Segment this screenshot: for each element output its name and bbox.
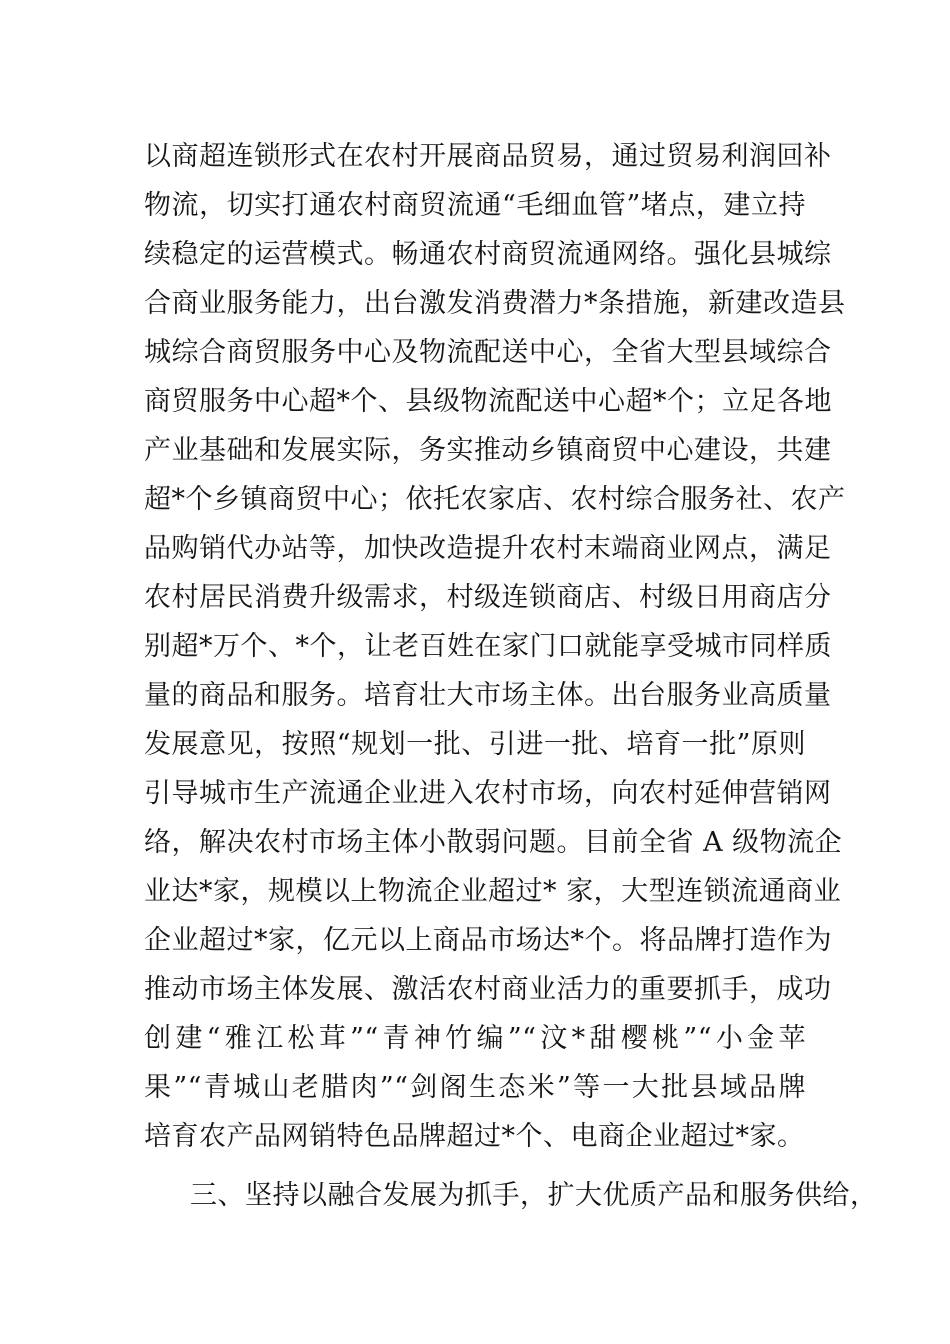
text-line-11: 别超*万个、*个，让老百姓在家门口就能享受城市同样质 [144,631,832,662]
text-line-12: 量的商品和服务。培育壮大市场主体。出台服务业高质量 [144,680,832,711]
text-line-10: 农村居民消费升级需求，村级连锁商店、村级日用商店分 [144,582,832,613]
text-line-15: 络，解决农村市场主体小散弱问题。目前全省 A 级物流企 [144,827,843,858]
text-line-1: 以商超连锁形式在农村开展商品贸易，通过贸易利润回补 [144,141,832,172]
text-line-4: 合商业服务能力，出台激发消费潜力*条措施，新建改造县 [144,288,846,319]
text-line-18: 推动市场主体发展、激活农村商业活力的重要抓手，成功 [144,974,832,1005]
text-line-9: 品购销代办站等，加快改造提升农村末端商业网点，满足 [144,533,832,564]
text-line-6: 商贸服务中心超*个、县级物流配送中心超*个；立足各地 [144,386,832,417]
text-line-21: 培育农产品网销特色品牌超过*个、电商企业超过*家。 [144,1121,805,1152]
text-line-7: 产业基础和发展实际，务实推动乡镇商贸中心建设，共建 [144,435,832,466]
text-line-2: 物流，切实打通农村商贸流通“毛细血管”堵点，建立持 [144,190,806,221]
text-line-17: 企业超过*家，亿元以上商品市场达*个。将品牌打造作为 [144,925,832,956]
text-line-16: 业达*家，规模以上物流企业超过* 家，大型连锁流通商业 [144,876,842,907]
section-heading-3: 三、坚持以融合发展为抓手，扩大优质产品和服务供给， [190,1180,878,1211]
text-line-5: 城综合商贸服务中心及物流配送中心，全省大型县域综合 [144,337,832,368]
text-line-19: 创建“雅江松茸”“青神竹编”“汶*甜樱桃”“小金苹 [144,1023,806,1054]
text-line-3: 续稳定的运营模式。畅通农村商贸流通网络。强化县城综 [144,239,832,270]
text-line-20: 果”“青城山老腊肉”“剑阁生态米”等一大批县域品牌 [144,1072,806,1103]
text-line-14: 引导城市生产流通企业进入农村市场，向农村延伸营销网 [144,778,832,809]
text-line-8: 超*个乡镇商贸中心；依托农家店、农村综合服务社、农产 [144,484,846,515]
text-line-13: 发展意见，按照“规划一批、引进一批、培育一批”原则 [144,729,806,760]
